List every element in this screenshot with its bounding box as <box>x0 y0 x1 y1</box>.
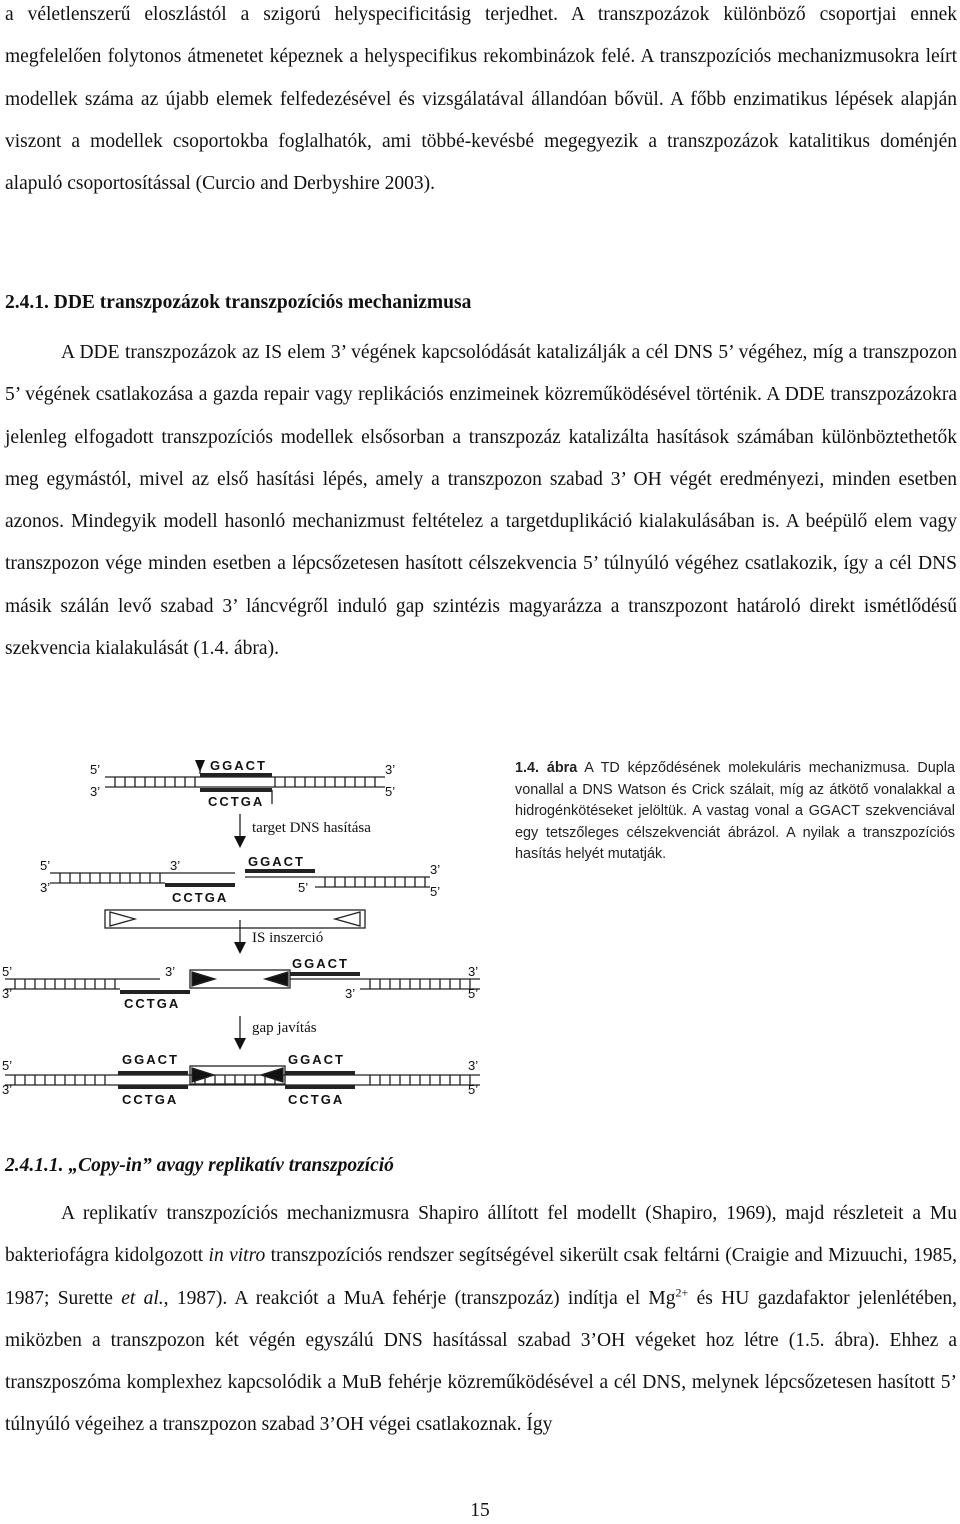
text-run: , 1987). A reakciót a MuA fehérje (transzpozáz) indítja el Mg <box>163 1287 676 1309</box>
subsection-title: „Copy-in” avagy replikatív transzpozíció <box>68 1155 394 1176</box>
seq-bottom: CCTGA <box>288 1092 345 1107</box>
label-5prime: 5’ <box>298 880 309 895</box>
paragraph-dde: A DDE transzpozázok az IS elem 3’ végének kapcsolódását katalizálják a cél DNS 5’ végéhez, míg a transzpozon 5’ végének csatlakozása a gazda repair vagy replikációs enzimeinek közreműködésével történik. A DDE transzpozázokra jelenleg elfogadott transzpozíciós modellek elsősorban a transzpozáz katalizálta hasítások számában különböztethetők meg egymástól, mivel az első hasítási lépés, amely a transzpozon szabad 3’ OH végét eredményezi, minden esetben azonos. Mindegyik modell hasonló mechanizmust feltételez a targetduplikáció kialakulásában is. A beépülő elem vagy transzpozon vége minden esetben a lépcsőzetesen hasított célszekvencia 5’ túlnyúló végéhez csatlakozik, így a cél DNS másik szálán levő szabad 3’ láncvégről induló gap szintézis magyarázza a transzpozont határoló direkt ismétlődésű szekvencia kialakulását (1.4. ábra). <box>5 342 957 660</box>
seq-bottom: CCTGA <box>122 1092 179 1107</box>
label-3prime: 3’ <box>40 880 51 895</box>
label-5prime: 5’ <box>2 1058 13 1073</box>
label-3prime: 3’ <box>468 964 479 979</box>
label-3prime: 3’ <box>430 862 441 877</box>
label-3prime: 3’ <box>2 986 13 1001</box>
arrow-down-icon <box>234 836 246 848</box>
seq-top: GGACT <box>248 854 305 869</box>
label-5prime: 5’ <box>90 762 101 777</box>
label-5prime: 5’ <box>40 858 51 873</box>
label-5prime: 5’ <box>385 784 396 799</box>
text-run: transzpozíciós rendszer segítségével sikerült csak feltárni (Craigie and Mizuuchi, 1985, 1987; Surette <box>5 1245 957 1309</box>
label-3prime: 3’ <box>170 858 181 873</box>
text-run: és HU gazdafaktor jelenlétében, miközben a transzpozon két végén egyszálú DNS hasítással szabad 3’OH végeket hoz létre (1.5. ábra). Ehhez a transzposzóma komplexhez kapcsolódik a MuB fehérje közreműködésével a cél DNS, melynek lépcsőzetesen hasított 5’ túlnyúló végeihez a transzpozon szabad 3’OH végei csatlakoznak. Így <box>5 1287 957 1436</box>
seq-top: GGACT <box>122 1052 179 1067</box>
td-diagram <box>0 752 510 1112</box>
subsection-number: 2.4.1.1. <box>5 1155 69 1176</box>
arrow-down-icon <box>234 1038 246 1050</box>
arrow-down-icon <box>234 942 246 954</box>
caption-label: 1.4. ábra <box>515 760 578 776</box>
label-3prime: 3’ <box>345 986 356 1001</box>
seq-bottom: CCTGA <box>172 890 229 905</box>
label-5prime: 5’ <box>468 986 479 1001</box>
seq-bottom: CCTGA <box>208 794 265 809</box>
italic-run: in vitro <box>208 1245 266 1267</box>
caption-text: A TD képződésének molekuláris mechanizmusa. Dupla vonallal a DNS Watson és Crick szálait, míg az átkötő vonalakkal a hidrogénkötéseket jelöltük. A vastag vonal a GGACT szekvenciával egy tetszőleges célszekvenciát ábrázol. A nyilak a transzpozíciós hasítás helyét mutatják. <box>515 760 955 862</box>
label-3prime: 3’ <box>90 784 101 799</box>
paragraph-replicative <box>5 1193 957 1447</box>
paragraph-intro: a véletlenszerű eloszlástól a szigorú helyspecificitásig terjedhet. A transzpozázok különböző csoportjai ennek megfelelően folytonos átmenetet képeznek a helyspecifikus rekombinázok felé. A transzpozíciós mechanizmusokra leírt modellek száma az újabb elemek felfedezésével és vizsgálatával állandóan bővül. A főbb enzimatikus lépések alapján viszont a modellek csoportokba foglalhatók, ami többé-kevésbé megegyezik a transzpozázok katalitikus doménjén alapuló csoportosítással (Curcio and Derbyshire 2003). <box>5 4 957 195</box>
page-number: 15 <box>470 1500 490 1521</box>
seq-top: GGACT <box>210 758 267 773</box>
seq-top: GGACT <box>288 1052 345 1067</box>
label-5prime: 5’ <box>468 1082 479 1097</box>
seq-bottom: CCTGA <box>124 996 181 1011</box>
label-5prime: 5’ <box>2 964 13 979</box>
label-3prime: 3’ <box>165 964 176 979</box>
seq-top: GGACT <box>292 956 349 971</box>
label-3prime: 3’ <box>468 1058 479 1073</box>
step-label: target DNS hasítása <box>252 820 371 836</box>
step-label: gap javítás <box>252 1020 317 1036</box>
label-3prime: 3’ <box>385 762 396 777</box>
superscript: 2+ <box>675 1285 689 1300</box>
cut-arrow-icon <box>195 760 205 772</box>
label-3prime: 3’ <box>2 1082 13 1097</box>
text-run: A replikatív transzpozíciós mechanizmusra Shapiro állított fel modellt (Shapiro, 1969), majd részleteit a Mu bakteriofágra kidolgozott <box>5 1203 957 1267</box>
subsection-heading <box>5 1155 394 1177</box>
italic-run: et al. <box>121 1287 164 1309</box>
figure-caption <box>515 758 955 866</box>
step-label: IS inszerció <box>252 930 324 946</box>
section-heading: 2.4.1. DDE transzpozázok transzpozíciós mechanizmusa <box>5 292 472 313</box>
label-5prime: 5’ <box>430 884 441 899</box>
